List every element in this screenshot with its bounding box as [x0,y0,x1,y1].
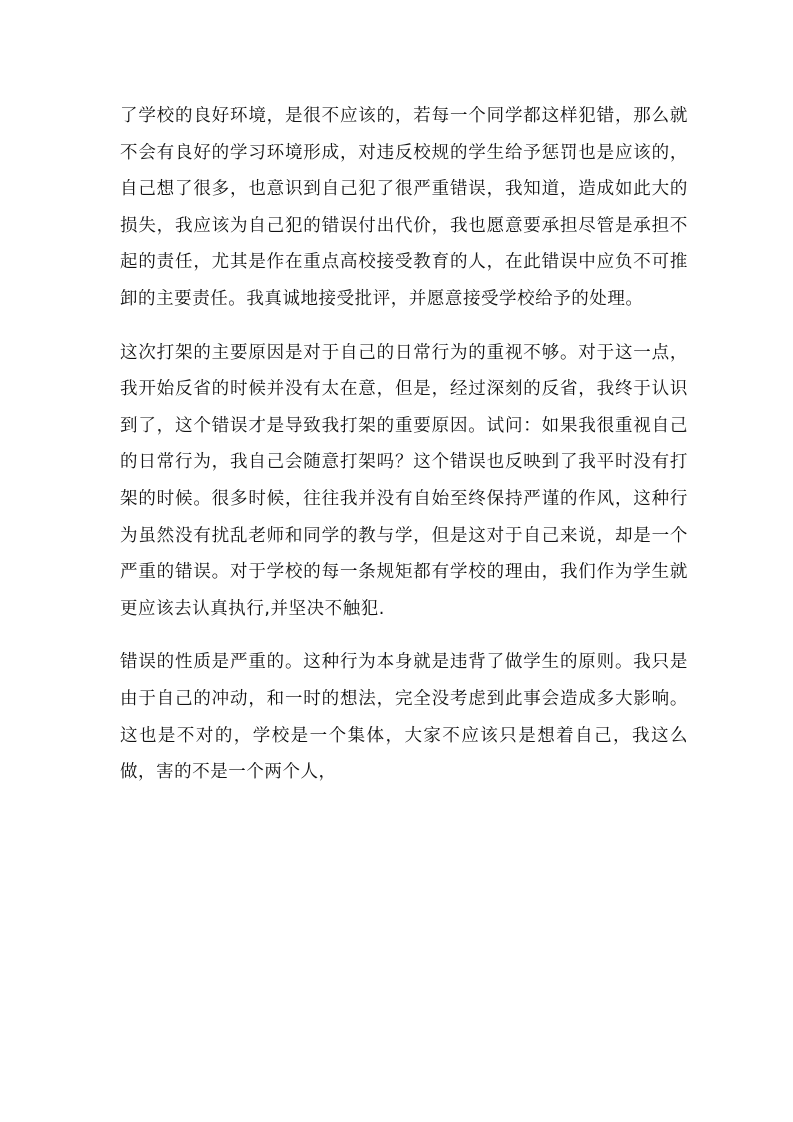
paragraph-2: 这次打架的主要原因是对于自己的日常行为的重视不够。对于这一点，我开始反省的时候并没有太在意，但是，经过深刻的反省，我终于认识到了，这个错误才是导致我打架的重要原因。试问：如果我很重视自己的日常行为，我自己会随意打架吗？这个错误也反映到了我平时没有打架的时候。很多时候，往往我并没有自始至终保持严谨的作风，这种行为虽然没有扰乱老师和同学的教与学，但是这对于自己来说，却是一个严重的错误。对于学校的每一条规矩都有学校的理由，我们作为学生就更应该去认真执行,并坚决不触犯. [120,342,688,619]
paragraph-3: 错误的性质是严重的。这种行为本身就是违背了做学生的原则。我只是由于自己的冲动，和一时的想法，完全没考虑到此事会造成多大影响。这也是不对的，学校是一个集体，大家不应该只是想着自己，我这么做，害的不是一个两个人， [120,652,688,783]
paragraph-1: 了学校的良好环境，是很不应该的，若每一个同学都这样犯错，那么就不会有良好的学习环境形成，对违反校规的学生给予惩罚也是应该的，自己想了很多，也意识到自己犯了很严重错误，我知道，造成如此大的损失，我应该为自己犯的错误付出代价，我也愿意要承担尽管是承担不起的责任，尤其是作在重点高校接受教育的人，在此错误中应负不可推卸的主要责任。我真诚地接受批评，并愿意接受学校给予的处理。 [120,106,688,309]
document-body [120,98,688,808]
